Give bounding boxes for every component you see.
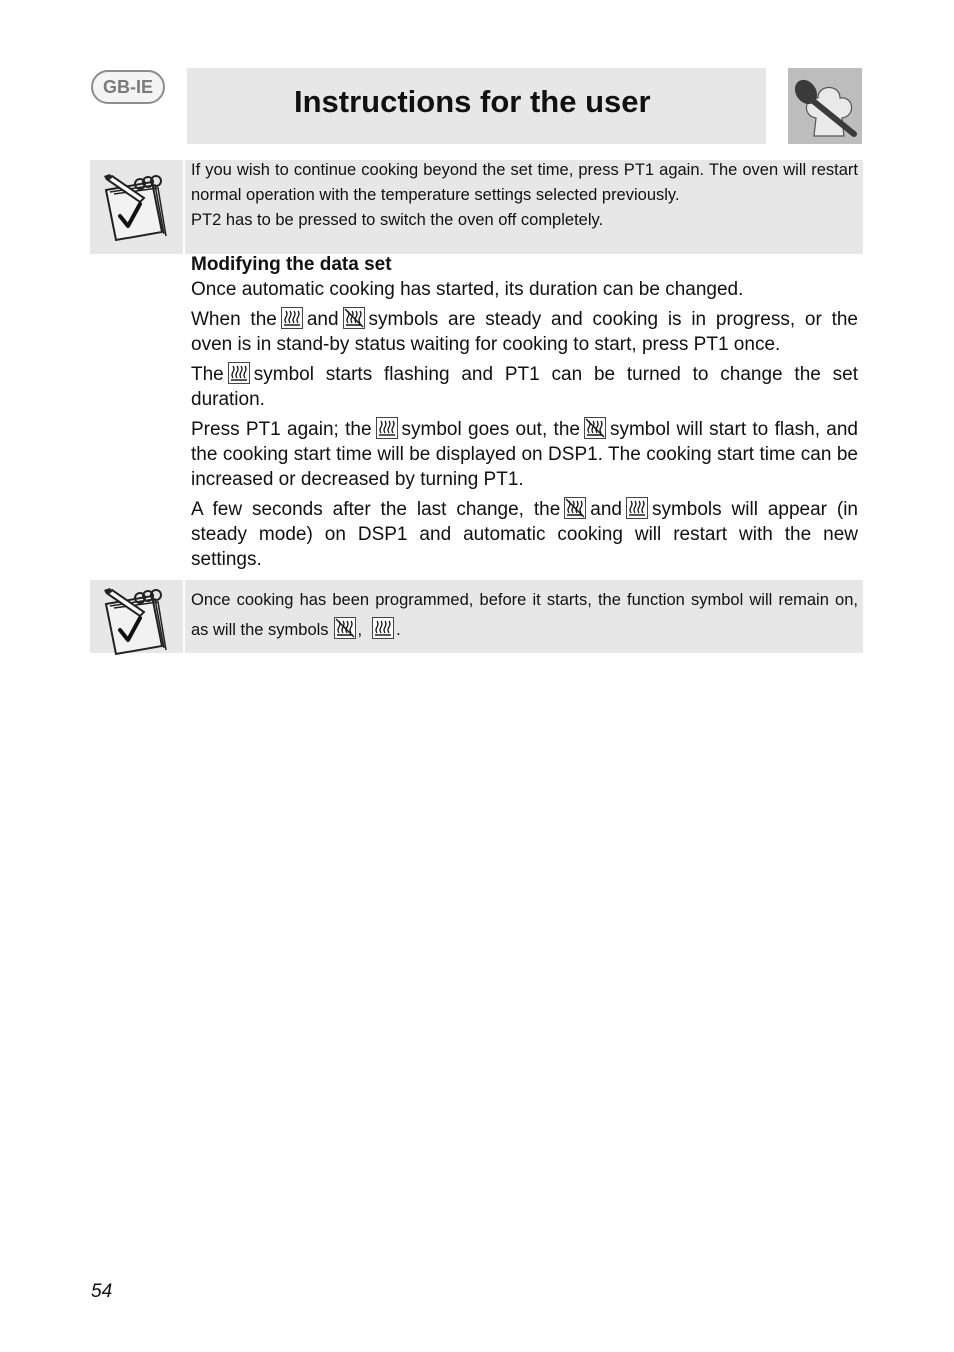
title-bar xyxy=(187,68,766,144)
paragraph-text: and xyxy=(306,309,339,330)
paragraph-text: symbol will start to flash, and the cooking start time will be displayed on DSP1. The cooking start time can be increased or decreased by turning PT1. xyxy=(191,419,858,490)
paragraph xyxy=(191,417,858,492)
paragraph-text: A few seconds after the last change, the xyxy=(191,499,561,520)
cooking-duration-icon xyxy=(372,617,394,639)
cooking-end-icon xyxy=(584,417,606,439)
note-line: Once cooking has been programmed, before it starts, the function symbol will remain on, as will the symbols xyxy=(191,591,858,639)
paragraph-text: symbols will appear (in steady mode) on DSP1 and automatic cooking will restart with the new settings. xyxy=(191,499,859,570)
paragraph-text: symbol goes out, the xyxy=(401,419,580,440)
page-title: Instructions for the user xyxy=(294,84,651,119)
paragraph-text: symbols are steady and cooking is in progress, or the oven is in stand-by status waiting for cooking to start, press PT1 once. xyxy=(191,309,858,355)
section-title: Modifying the data set xyxy=(191,254,392,275)
note-text xyxy=(191,158,858,233)
paragraph xyxy=(191,497,858,572)
section-body xyxy=(191,252,858,577)
cooking-duration-icon xyxy=(281,307,303,329)
paragraph-text: and xyxy=(590,499,622,520)
chef-hat-spoon-icon xyxy=(788,68,862,144)
language-badge: GB-IE xyxy=(91,70,165,104)
paragraph-text: symbol starts flashing and PT1 can be turned to change the set duration. xyxy=(191,364,858,410)
cooking-end-icon xyxy=(343,307,365,329)
notepad-check-icon xyxy=(90,160,185,254)
paragraph-text: Press PT1 again; the xyxy=(191,419,372,440)
cooking-duration-icon xyxy=(376,417,398,439)
paragraph xyxy=(191,307,858,357)
separator: , xyxy=(357,621,363,639)
separator: . xyxy=(396,621,401,639)
cooking-end-icon xyxy=(334,617,356,639)
cooking-end-icon xyxy=(564,497,586,519)
paragraph xyxy=(191,362,858,412)
cooking-duration-icon xyxy=(626,497,648,519)
notepad-check-icon xyxy=(90,580,185,653)
note-line: If you wish to continue cooking beyond the set time, press PT1 again. The oven will restart normal operation with the temperature settings selected previously. xyxy=(191,161,858,204)
page-number: 54 xyxy=(91,1281,113,1302)
note-line: PT2 has to be pressed to switch the oven off completely. xyxy=(191,211,604,229)
note-text xyxy=(191,585,858,645)
paragraph-text: The xyxy=(191,364,224,385)
cooking-duration-icon xyxy=(228,362,250,384)
paragraph-text: When the xyxy=(191,309,277,330)
paragraph: Once automatic cooking has started, its duration can be changed. xyxy=(191,279,744,300)
